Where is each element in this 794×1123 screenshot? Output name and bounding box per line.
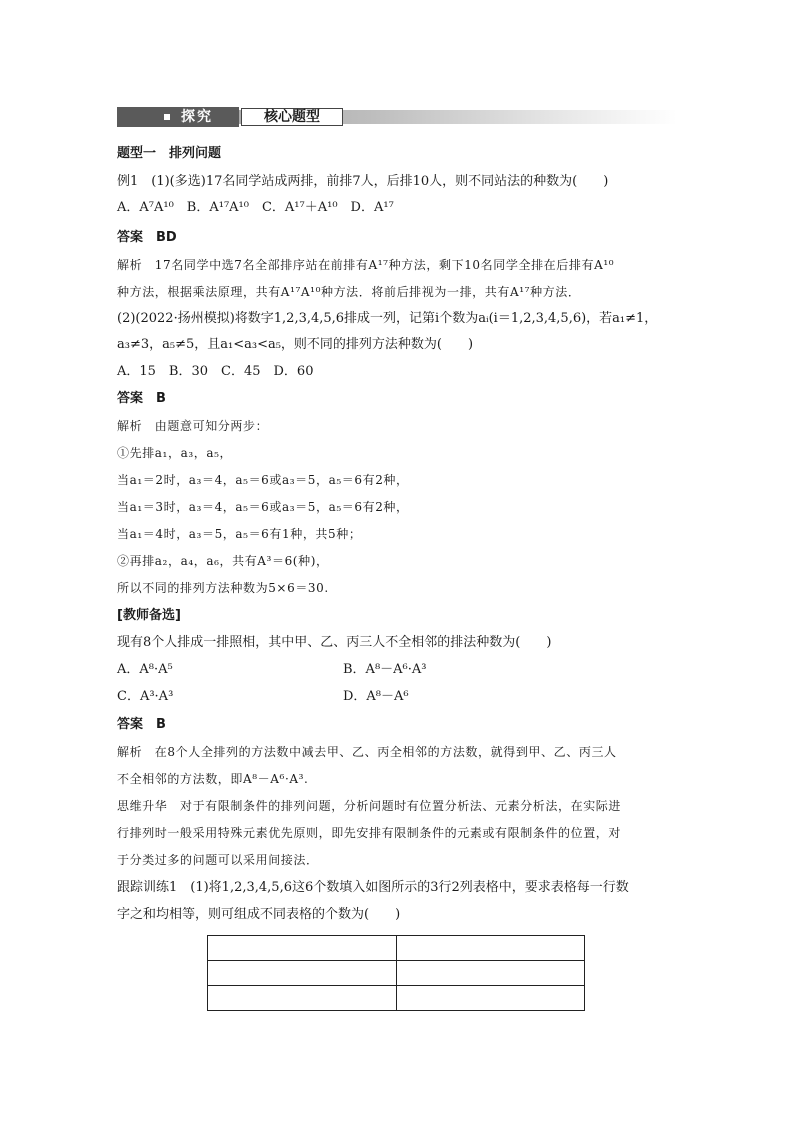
section-main-tab <box>117 107 239 127</box>
table-cell <box>396 986 585 1011</box>
analysis-line: ①先排a₁，a₃，a₅， <box>117 446 233 460</box>
sub-question: a₃≠3，a₅≠5，且a₁<a₃<a₅，则不同的排列方法种数为( ) <box>117 337 474 352</box>
table-row <box>208 986 585 1011</box>
table-cell <box>208 961 397 986</box>
table-cell <box>396 936 585 961</box>
summary-line: 行排列时一般采用特殊元素优先原则，即先安排有限制条件的元素或有限制条件的位置，对 <box>117 826 622 840</box>
analysis-line: 解析 17名同学中选7名全部排序站在前排有A¹⁷种方法，剩下10名同学全排在后排有A¹⁰ <box>117 258 615 272</box>
answer-line: 答案 B <box>117 717 166 732</box>
table-cell <box>208 936 397 961</box>
table-cell <box>208 986 397 1011</box>
example-question: 例1 (1)(多选)17名同学站成两排，前排7人，后排10人，则不同站法的种数为( ) <box>117 174 609 189</box>
type-heading: 题型一 排列问题 <box>117 146 222 161</box>
example-options: A．A⁷A¹⁰ B．A¹⁷A¹⁰ C．A¹⁷＋A¹⁰ D．A¹⁷ <box>117 200 394 215</box>
bullet-square-icon <box>164 114 170 120</box>
practice-question: 跟踪训练1 (1)将1,2,3,4,5,6这6个数填入如图所示的3行2列表格中，要求表格每一行数 <box>117 880 629 895</box>
summary-line: 思维升华 对于有限制条件的排列问题，分析问题时有位置分析法、元素分析法，在实际进 <box>117 799 622 813</box>
answer-line: 答案 B <box>117 391 166 406</box>
analysis-line: 当a₁＝3时，a₃＝4，a₅＝6或a₃＝5，a₅＝6有2种， <box>117 500 409 514</box>
analysis-line: 种方法，根据乘法原理，共有A¹⁷A¹⁰种方法．将前后排视为一排，共有A¹⁷种方法． <box>117 285 581 299</box>
blank-3x2-table <box>207 935 585 1011</box>
practice-question: 字之和均相等，则可组成不同表格的个数为( ) <box>117 907 401 922</box>
analysis-line: 所以不同的排列方法种数为5×6＝30. <box>117 581 329 595</box>
table-row <box>208 961 585 986</box>
summary-line: 于分类过多的问题可以采用间接法． <box>117 853 319 867</box>
analysis-line: 当a₁＝2时，a₃＝4，a₅＝6或a₃＝5，a₅＝6有2种， <box>117 473 409 487</box>
teacher-question: 现有8个人排成一排照相，其中甲、乙、丙三人不全相邻的排法种数为( ) <box>117 635 552 650</box>
analysis-line: 解析 由题意可知分两步： <box>117 419 269 433</box>
table-cell <box>396 961 585 986</box>
analysis-line: 不全相邻的方法数，即A⁸－A⁶·A³. <box>117 772 309 786</box>
sub-question: (2)(2022·扬州模拟)将数字1,2,3,4,5,6排成一列，记第i个数为aᵢ(i＝1,2,3,4,5,6)，若a₁≠1， <box>117 311 658 326</box>
option-b: B．A⁸－A⁶·A³ <box>343 662 427 677</box>
answer-line: 答案 BD <box>117 230 177 245</box>
sub-question-options: A．15 B．30 C．45 D．60 <box>117 364 314 379</box>
analysis-line: ②再排a₂，a₄，a₆，共有A³＝6(种)， <box>117 554 329 568</box>
section-main-label: 探究 <box>181 109 213 125</box>
analysis-line: 当a₁＝4时，a₃＝5，a₅＝6有1种，共5种； <box>117 527 362 541</box>
section-header <box>117 107 677 127</box>
section-sub-label: 核心题型 <box>241 108 343 126</box>
table-row <box>208 936 585 961</box>
teacher-note-label: [教师备选] <box>117 608 181 623</box>
analysis-line: 解析 在8个人全排列的方法数中减去甲、乙、丙全相邻的方法数，就得到甲、乙、丙三人 <box>117 745 617 759</box>
option-d: D．A⁸－A⁶ <box>343 689 409 704</box>
option-c: C．A³·A³ <box>117 689 174 704</box>
option-a: A．A⁸·A⁵ <box>117 662 173 677</box>
